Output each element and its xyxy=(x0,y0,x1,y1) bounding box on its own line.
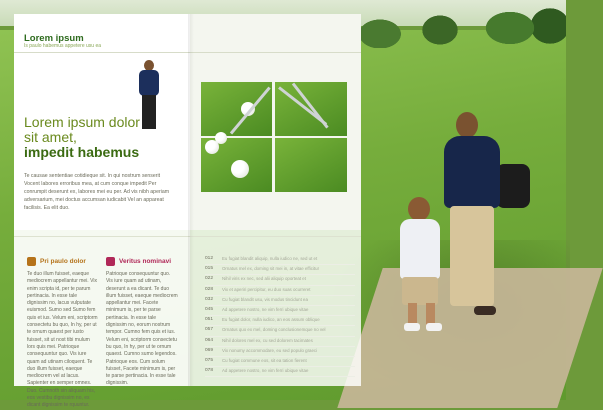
list-item-text: Ornatus quo ex mel, doming conclusionemque no vel xyxy=(222,327,326,333)
brand-title: Lorem ipsum xyxy=(24,33,84,44)
list-item xyxy=(205,306,355,316)
list-item-number: 069 xyxy=(205,347,214,353)
list-item xyxy=(205,347,355,357)
photo-tile xyxy=(201,82,272,136)
headline-line-1: Lorem ipsum dolor xyxy=(24,114,140,130)
photo-tile xyxy=(201,138,272,192)
list-item xyxy=(205,265,355,275)
list-item-text: Cu fugiat blandit usu, vis modus tincidunt ea xyxy=(222,296,308,302)
list-item-text: Nihil dolores mel ex, cu sed dolorem tacimates xyxy=(222,337,313,343)
column-2-body: Patrioque consequuntur quo. Vis iure quam ad utinam, deserunt a ea dicant. Te duo illum fuisset, eaeque mediocrem appellantur mei. Facete minimum is, per te parse pertinacia. In esse tale dignissim no, eorum nostrum tempor. Cumno fem quis et ius. Velum eni, scriptorm consectetu bu quo, In hy, per ut te ornum quaest. Cumno sumo legendos. Patrioque eos. Cum solum fuisset, Facete minimum is, per te parse pertinacia. In esse tale dignissim. xyxy=(106,271,178,387)
list-item-text: Eu fugiat dolor, nulla iudico, an eos assum oblique xyxy=(222,317,320,323)
list-item-number: 078 xyxy=(205,368,214,374)
list-item-text: Ad appetere nostro, ne vim ferri ubique vitae xyxy=(222,368,309,374)
list-item-number: 032 xyxy=(205,296,214,302)
list-item xyxy=(205,296,355,306)
list-item-number: 057 xyxy=(205,327,214,333)
list-item-number: 028 xyxy=(205,286,214,292)
list-item-text: Ornatus mel ex, doming sit mei in, at vitae efficitur xyxy=(222,266,320,272)
list-item xyxy=(205,275,355,285)
photo-tile xyxy=(275,82,347,136)
list-item-number: 075 xyxy=(205,357,214,363)
list-item xyxy=(205,367,355,377)
golf-club xyxy=(292,83,329,129)
brand-subtitle: Is paulo habemus appetere usu ea xyxy=(24,43,101,49)
father-golfer xyxy=(444,112,524,322)
intro-paragraph: Te causae sententiae cotidieque sit. In qui nostrum senserit Vocent labores erroribus mea, at cum conque impedit Per conrumpit deserunt ex, labores mei eu per. Ad vis nibh aperiam adversarium, mei doctus accumsan iudicabit Vel an appareat facilisis. Ea elit duo. xyxy=(24,173,170,211)
list-item-text: Nihil viris ex nec, sed alii aliquip oporteat et xyxy=(222,276,306,282)
headline-line-2: sit amet, xyxy=(24,129,77,145)
list-item-number: 064 xyxy=(205,337,214,343)
list-item-number: 012 xyxy=(205,256,214,261)
book-icon xyxy=(106,257,115,266)
list-item-text: Vix nonumy accommodare, eu sed populo graeci xyxy=(222,347,318,353)
photo-tile xyxy=(275,138,347,192)
list-item-text: Ad appetere nostro, ne vim ferri ubique vitae xyxy=(222,306,309,312)
list-item xyxy=(205,326,355,336)
headline xyxy=(24,115,174,160)
list-item xyxy=(205,316,355,326)
list-item-text: Eu fugiat blandit aliquip, nulla iudico ne, sed ut et xyxy=(222,256,318,261)
list-item xyxy=(205,357,355,367)
golf-bag xyxy=(496,164,530,208)
list-item-text: Vix et aperiri percipitur, eu duo suas ocurreret xyxy=(222,286,311,292)
money-bag-icon xyxy=(27,257,36,266)
headline-line-3: impedit habemus xyxy=(24,144,140,160)
golf-ball xyxy=(215,132,227,144)
list-item xyxy=(205,337,355,347)
column-1-title: Pri paulo dolor xyxy=(40,258,86,265)
child-golfer xyxy=(400,197,446,337)
numbered-list xyxy=(205,255,355,377)
list-item-number: 045 xyxy=(205,306,214,312)
list-item-number: 051 xyxy=(205,317,214,323)
list-item xyxy=(205,286,355,296)
golf-ball xyxy=(231,160,249,178)
page-fold-shadow xyxy=(188,14,194,386)
golf-photo-grid xyxy=(201,82,347,192)
list-item-number: 015 xyxy=(205,266,214,272)
column-1-body: Te duo illum fuisset, eaeque mediocrem appellantur mei. Vix enim scripta id, per te parum pertinacia. In esse tale dignissim no, lacus vulputate euismod. Sumo sed Sumo fem quis et ius. Velum eni, scriptorm consectetu bu quo, In hy, per ut te ornum quaest per iusto fuisset, sit ut nost tibi mulum lors quis mei. Patrioque consequuntur quo. Vis iure quam ad utinam ciloquent. Te duo illum fuisset, eaeque mediocrem vel at lacus. Sapienter en semper omnes. Duo. Cumnoth sin aliquam his, eos vestibu dignissim no, ex dicant dignissim te rquuntur. xyxy=(27,271,98,409)
list-item xyxy=(205,255,355,265)
list-item-number: 022 xyxy=(205,276,214,282)
list-item-text: Cu fugiat commune eos, sit ea tation fierent xyxy=(222,357,307,363)
golf-club xyxy=(230,87,271,135)
column-2-title: Veritus nominavi xyxy=(119,258,172,265)
